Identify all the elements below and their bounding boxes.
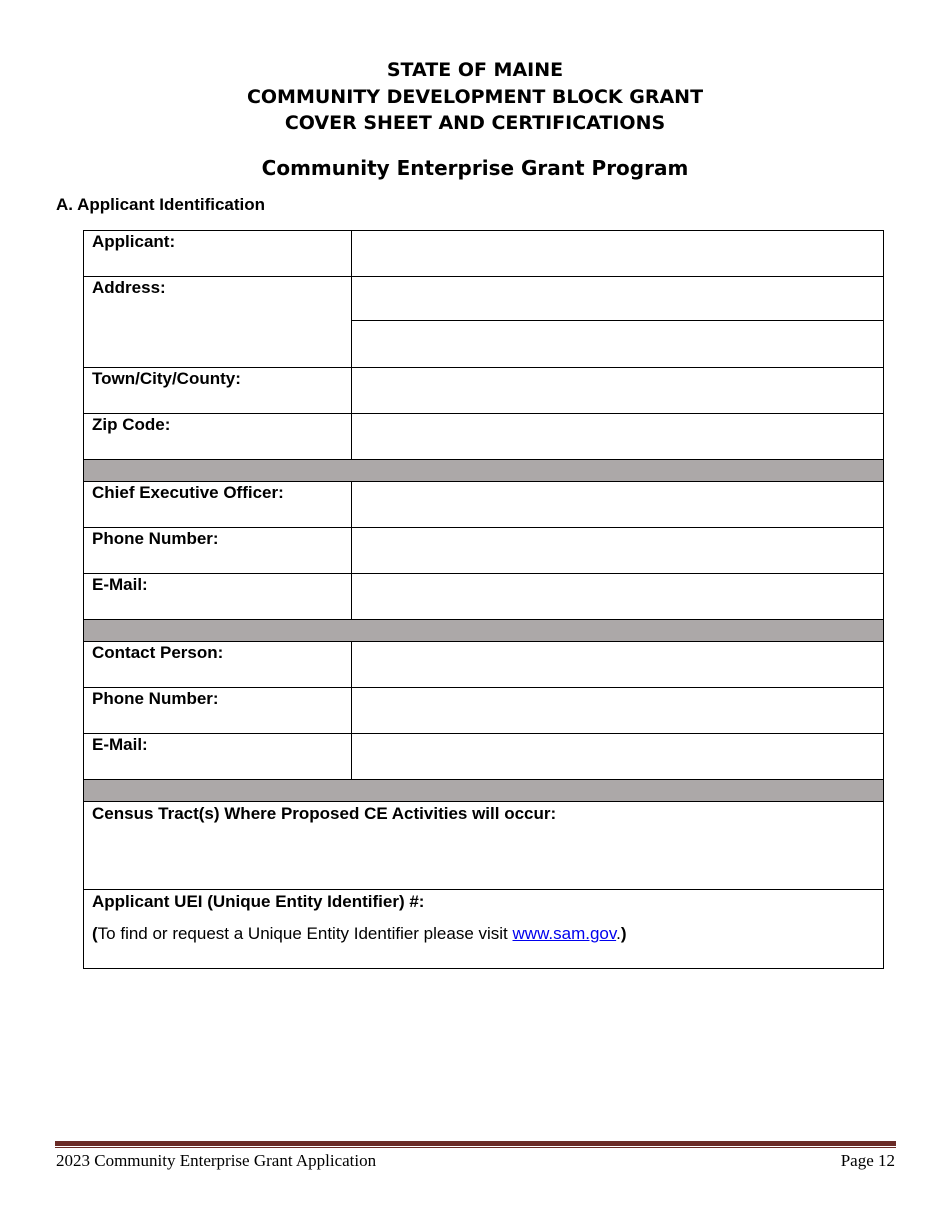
- contact-phone-label: Phone Number:: [84, 688, 352, 734]
- uei-label: Applicant UEI (Unique Entity Identifier) #:: [92, 892, 425, 911]
- table-row: [84, 734, 884, 780]
- header-state: STATE OF MAINE: [386, 59, 564, 81]
- census-label: Census Tract(s) Where Proposed CE Activities will occur:: [92, 804, 557, 823]
- town-label: Town/City/County:: [84, 368, 352, 414]
- page-number: Page 12: [840, 1151, 895, 1170]
- footer-rule: [55, 1141, 896, 1146]
- document-header: [0, 57, 950, 181]
- ceo-email-label: E-Mail:: [84, 574, 352, 620]
- uei-note-close: ): [620, 924, 627, 943]
- census-cell[interactable]: [84, 802, 884, 890]
- ceo-field[interactable]: [352, 482, 884, 528]
- town-field[interactable]: [352, 368, 884, 414]
- contact-email-label: E-Mail:: [84, 734, 352, 780]
- separator-row: [84, 780, 884, 802]
- header-cover-sheet: COVER SHEET AND CERTIFICATIONS: [284, 112, 666, 134]
- separator-cell: [84, 460, 884, 482]
- applicant-label: Applicant:: [84, 231, 352, 277]
- zip-label: Zip Code:: [84, 414, 352, 460]
- contact-label: Contact Person:: [84, 642, 352, 688]
- separator-cell: [84, 620, 884, 642]
- sam-gov-link[interactable]: www.sam.gov: [512, 924, 617, 943]
- uei-note-open: (: [92, 924, 98, 943]
- table-row: [84, 414, 884, 460]
- contact-email-field[interactable]: [352, 734, 884, 780]
- uei-cell[interactable]: [84, 890, 884, 969]
- address-cell: [352, 277, 884, 368]
- separator-row: [84, 620, 884, 642]
- separator-row: [84, 460, 884, 482]
- table-row: [84, 802, 884, 890]
- contact-field[interactable]: [352, 642, 884, 688]
- ceo-label: Chief Executive Officer:: [84, 482, 352, 528]
- ceo-phone-field[interactable]: [352, 528, 884, 574]
- table-row: [84, 642, 884, 688]
- contact-phone-field[interactable]: [352, 688, 884, 734]
- table-row: [84, 528, 884, 574]
- address-line1-field[interactable]: [352, 277, 883, 321]
- uei-note: [92, 924, 875, 944]
- table-row: [84, 482, 884, 528]
- ceo-email-field[interactable]: [352, 574, 884, 620]
- program-title: Community Enterprise Grant Program: [261, 155, 689, 180]
- address-line2-field[interactable]: [352, 321, 883, 366]
- table-row: [84, 574, 884, 620]
- footer-rule-thin: [55, 1147, 896, 1148]
- footer-title: 2023 Community Enterprise Grant Application: [56, 1151, 377, 1170]
- applicant-identification-table: [83, 230, 884, 969]
- table-row: [84, 231, 884, 277]
- table-row: [84, 368, 884, 414]
- uei-note-text: To find or request a Unique Entity Identifier please visit: [97, 924, 513, 943]
- header-grant: COMMUNITY DEVELOPMENT BLOCK GRANT: [246, 85, 704, 108]
- section-title: A. Applicant Identification: [56, 195, 266, 214]
- table-row: [84, 890, 884, 969]
- uei-note-period: .: [616, 924, 621, 943]
- table-row: [84, 688, 884, 734]
- address-label: Address:: [84, 277, 352, 368]
- separator-cell: [84, 780, 884, 802]
- ceo-phone-label: Phone Number:: [84, 528, 352, 574]
- table-row: [84, 277, 884, 368]
- zip-field[interactable]: [352, 414, 884, 460]
- applicant-field[interactable]: [352, 231, 884, 277]
